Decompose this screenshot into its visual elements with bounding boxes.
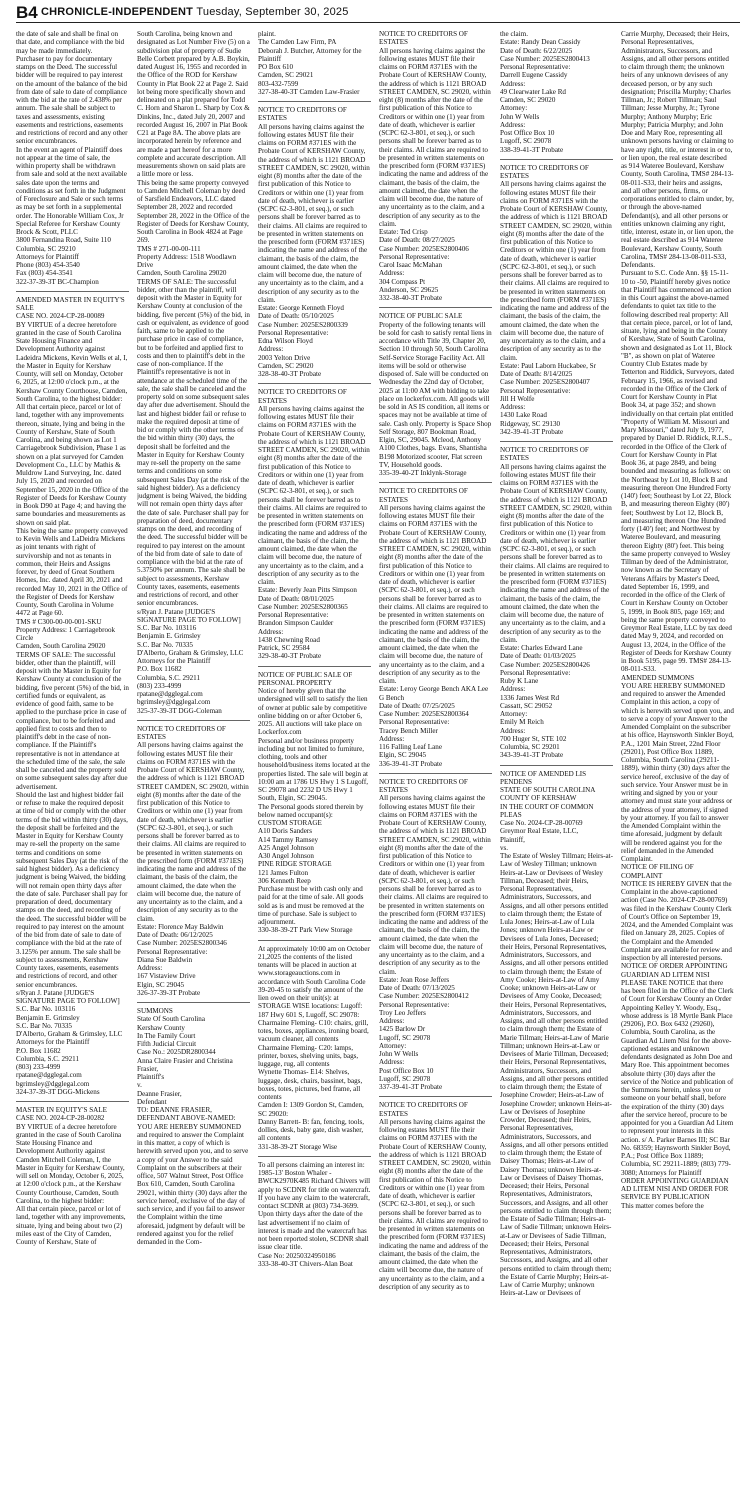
publication-name: CHRONICLE-INDEPENDENT [41,6,194,18]
notice-divider [500,765,613,766]
notice-divider [16,1101,129,1102]
notice-text: NOTICE OF PUBLIC SALE OF PERSONAL PROPERTY Notice of hereby given that the undersigned will sell to satisfy the lien of owner at public sale by competitive online bidding on or after October 6, 2025. All auctions will take place on Lockerfox.com Personal and/or business property including but not limited to furniture, clothing, tools and other household/business items located at the properties listed. The sale will begin at 10:00 am at 1786 US Hwy 1 S Lugoff, SC 29078 and 2232 D US Hwy 1 South, Elgin, SC 29045. The Personal goods stored therein by below named occupant(s): CUSTOM STORAGE A10 Doris Sanders A14 Tammy Ramsey A25 Angel Johnson A30 Angel Johnson PINE RIDGE STORAGE 121 James Fulton 306 Kenneth Reep Purchase must be with cash only and paid for at the time of sale. All goods sold as is and must be removed at the time of purchase. Sale is subject to adjournment. 330-38-39-2T Park View Storage [258,670,370,935]
notice-divider [500,441,613,442]
notice-text: South Carolina, being known and designated as Lot Number Five (5) on a subdivision plat of property of Sudie Belle Corbett prepared by A.B. Boykin, dated August 16, 1955 and recorded in the Office of the ROD for Kershaw County in Plat Book 22 at Page 2. Said lot being more specifically shown and delineated on a plat prepared for Todd C. Horn and Sharon L. Sharp by Cox & Dinkins, Inc., dated July 20, 2007 and recorded August 16, 2007 in Plat Book C21 at Page 8A. The above plats are incorporated herein by reference and are made a part hereof for a more complete and accurate description. All measurements shown on said plats are a little more or less. This being the same property conveyed to Camden Mitchell Coleman by deed of Sarsfield Endeavors, LLC dated September 28, 2022 and recorded September 28, 2022 in the Office of the Register of Deeds for Kershaw County, South Carolina in Book 4824 at Page 269. TMS # 271-00-00-111 Property Address: 1518 Woodlawn Drive Camden, South Carolina 29020 TERMS OF SALE: The successful bidder, other than the plaintiff, will deposit with the Master in Equity for Kershaw County at conclusion of the bidding, five percent (5%) of the bid, in cash or equivalent, as evidence of good faith, same to be applied to the purchase price in case of compliance, but to be forfeited and applied first to costs and then to plaintiff's debt in the case of non-compliance. If the Plaintiff's representative is not in attendance at the scheduled time of the sale, the sale shall be canceled and the property sold on some subsequent sales day after due advertisement. Should the last and highest bidder fail or refuse to make the required deposit at time of bid or comply with the other terms of the bid within thirty (30) days, the deposit shall be forfeited and the Master in Equity for Kershaw County may re-sell the property on the same terms and conditions on some subsequent Sales Day (at the risk of the said highest bidder). As a deficiency judgment is being Waived, the bidding will not remain open thirty days after the date of sale. Purchaser shall pay for preparation of deed, documentary stamps on the deed, and recording of the deed. The successful bidder will be required to pay interest on the amount of the bid from date of sale to date of compliance with the bid at the rate of 5.3750% per annum. The sale shall be subject to assessments, Kershaw County taxes, easements, easements and restrictions of record, and other senior encumbrances. s/Ryan J. Patane [JUDGE'S SIGNATURE PAGE TO FOLLOW] S.C. Bar No. 103116 Benjamin E. Grimsley S.C. Bar No. 70335 D'Alberto, Graham & Grimsley, LLC Attorneys for the Plaintiff P.O. Box 11682 Columbia, S.C. 29211 (803) 233-4999 rpatane@dgglegal.com bgrimsley@dgglegal.com 325-37-39-3T DGG-Coleman [137,30,250,715]
legal-notice [379,30,492,302]
notice-text: NOTICE OF PUBLIC SALE Property of the following tenants will be sold for cash to satisfy rental liens in accordance with Title 39, Chapter 20, Section 10 through 50, South Carolina Self-Service Storage Facility Act. All items will be sold or otherwise disposed of. Sale will be conducted on Wednesday the 22nd day of October, 2025 at 11:00 AM with bidding to take place on lockerfox.com. All goods will be sold in AS IS condition, all items or spaces may not be available at time of sale. Cash only. Property is Space Shop Self Storage, 807 Bookman Road, Elgin, SC, 29045. Mcleod, Anthony A100 Clothes, bags. Evans, Shantisha B198 Motorized scooter, Flat screen TV, Household goods. 335-39-40-2T Inklynk-Storage [379,312,492,477]
legal-notice [258,388,371,660]
notice-divider [137,720,250,721]
notice-divider [137,1002,250,1003]
legal-notice [379,487,492,768]
legal-notice [379,778,492,1092]
legal-notice [500,30,613,154]
notice-divider [379,482,492,483]
notice-text: the date of sale and shall be final on that date, and compliance with the bid may be made immediately. Purchaser to pay for documentary stamps on the Deed. The successful bidder will be required to pay interest on the amount of the balance of the bid from date of sale to date of compliance with the bid at the rate of 2.438% per annum. The sale shall be subject to taxes and assessments, existing easements and restrictions, easements and restrictions of record and any other senior encumbrances. In the event an agent of Plaintiff does not appear at the time of sale, the within property shall be withdrawn from sale and sold at the next available sales date upon the terms and conditions as set forth in the Judgment of Foreclosure and Sale or such terms as may be set forth in a supplemental order. The Honorable William Cox, Jr Special Referee for Kershaw County Brock & Scott, PLLC 3800 Fernandina Road, Suite 110 Columbia, SC 29210 Attorneys for Plaintiff Phone (803) 454-3540 Fax (803) 454-3541 322-37-39-3T BC-Champion [16,30,128,286]
notice-text: plaint. The Camden Law Firm, PA Deborah J. Butcher, Attorney for the Plaintiff PO Box 610 Camden, SC 29021 803-432-7599 327-38-40-3T Camden Law-Frasier [258,30,362,96]
legal-notice [137,725,250,997]
legal-notices-columns [16,30,740,1506]
notice-text: NOTICE TO CREDITORS OF ESTATES All persons having claims against the following estates MUST file their claims on FORM #371ES with the Probate Court of KERSHAW County, the address of which is 1121 BROAD STREET CAMDEN, SC 29020, within eight (8) months after the date of the first publication of this Notice to Creditors or within one (1) year from date of death, whichever is earlier (SCPC 62-3-801, et seq.), or such persons shall be forever barred as to their claims. All claims are required to be presented in written statements on the prescribed form (FORM #371ES) indicating the name and address of the claimant, the basis of the claim, the amount claimed, the date when the claim will become due, the nature of any uncertainty as to the claim, and a description of any security as to the claim. Estate: Beverly Jean Pitts Simpson Date of Death: 08/01/2025 Case Number: 2025ES2800365 Personal Representative: Brandon Simpson Caulder Address: 1438 Chewning Road Patrick, SC 29584 329-38-40-3T Probate [258,388,370,661]
notice-text: NOTICE TO CREDITORS OF ESTATES All persons having claims against the following estates MUST file their claims on FORM #371ES with the Probate Court of KERSHAW County, the address of which is 1121 BROAD STREET CAMDEN, SC 29020, within eight (8) months after the date of the first publication of this Notice to Creditors or within one (1) year from date of death, whichever is earlier (SCPC 62-3-801, et seq.), or such persons shall be forever barred as to their claims. All claims are required to be presented in written statements on the prescribed form (FORM #371ES) indicating the name and address of the claimant, the basis of the claim, the amount claimed, the date when the claim will become due, the nature of any uncertainty as to the claim, and a description of any security as to [379,1101,491,1291]
notice-text: SUMMONS State Of South Carolina Kershaw County In The Family Court Fifth Judicial Circuit Case No.: 2025DR2800344 Anna Claire Frasier and Christina Frasier, Plaintiff's v. Deanne Frasier, Defendant TO: DEANNE FRASIER, DEFENDANT ABOVE-NAMED: YOU ARE HEREBY SUMMONED and required to answer the Complaint in this matter, a copy of which is herewith served upon you, and to serve a copy of your Answer to the said Complaint on the subscribers at their office, 507 Walnut Street, Post Office Box 610, Camden, South Carolina 29021, within thirty (30) days after the service hereof, exclusive of the day of such service, and if you fail to answer the Complaint within the time aforesaid, judgment by default will be rendered against you for the relief demanded in the Com- [137,1007,249,1246]
header-rule [16,22,740,23]
legal-notice [16,30,129,286]
page-header [0,0,756,22]
issue-date: Tuesday, September 30, 2025 [196,6,349,18]
legal-notice [16,1106,129,1246]
legal-notice [258,945,371,1151]
notice-text: AMENDED MASTER IN EQUITY'S SALE CASE NO. 2024-CP-28-00089 BY VIRTUE of a decree heretofore granted in the case of South Carolina State Housing Finance and Development Authority against Ladeidra Mickens, Kevin Wells et al, I, the Master in Equity for Kershaw County, will sell on Monday, October 6, 2025, at 12:00 o'clock p.m., at the Kershaw County Courthouse, Camden, South Carolina, to the highest bidder: All that certain piece, parcel or lot of land, together with any improvements thereon, situate, lying and being in the County of Kershaw, State of South Carolina, and being shown as Lot 1 Carriagebrook Subdivision, Phase 1 as shown on a plat surveyed for Camden Development Co., LLC by Mathis & Muldrow Land Surveying, Inc. dated July 15, 2020 and recorded on September 15, 2020 in the Office of the Register of Deeds for Kershaw County in Book D90 at Page 4; and having the same boundaries and measurements as shown on said plat. This being the same property conveyed to Kevin Wells and LaDeidra Mickens as joint tenants with right of survivorship and not as tenants in common, their Heirs and Assigns forever, by deed of Great Southern Homes, Inc. dated April 30, 2021 and recorded May 10, 2021 in the Office of the Register of Deeds for Kershaw County, South Carolina in Volume 4472 at Page 60. TMS # C300-00-00-001-SKU Property Address: 1 Carriagebrook Circle Camden, South Carolina 29020 TERMS OF SALE: The successful bidder, other than the plaintiff, will deposit with the Master in Equity for Kershaw County at conclusion of the bidding, five percent (5%) of the bid, in certified funds or equivalent, as evidence of good faith, same to be applied to the purchase price in case of compliance, but to be forfeited and applied first to costs and then to plaintiff's debt in the case of non-compliance. If the Plaintiff's representative is not in attendance at the scheduled time of the sale, the sale shall be canceled and the property sold on some subsequent sales day after due advertisement. Should the last and highest bidder fail or refuse to make the required deposit at time of bid or comply with the other terms of the bid within thirty (30) days, the deposit shall be forfeited and the Master in Equity for Kershaw County may re-sell the property on the same terms and conditions on some subsequent Sales Day (at the risk of the said highest bidder). As a deficiency judgment is being Waived, the bidding will not remain open thirty days after the date of sale. Purchaser shall pay for preparation of deed, documentary stamps on the deed, and recording of the deed. The successful bidder will be required to pay interest on the amount of the bid from date of sale to date of compliance with the bid at the rate of 3.125% per annum. The sale shall be subject to assessments, Kershaw County taxes, easements, easements and restrictions of record, and other senior encumbrances. s/Ryan J. Patane [JUDGE'S SIGNATURE PAGE TO FOLLOW] S.C. Bar No. 103116 Benjamin E. Grimsley S.C. Bar No. 70335 D'Alberto, Graham & Grimsley, LLC Attorneys for the Plaintiff P.O. Box 11682 Columbia, S.C. 29211 (803) 233-4999 rpatane@dgglegal.com bgrimsley@dgglegal.com 324-37-39-3T DGG-Mickens [16,295,129,1096]
notice-divider [379,307,492,308]
notice-divider [379,1096,492,1097]
notice-text: NOTICE TO CREDITORS OF ESTATES All persons having claims against the following estates MUST file their claims on FORM #371ES with the Probate Court of KERSHAW County, the address of which is 1121 BROAD STREET CAMDEN, SC 29020, within eight (8) months after the date of the first publication of this Notice to Creditors or within one (1) year from date of death, whichever is earlier (SCPC 62-3-801, et seq.), or such persons shall be forever barred as to their claims. All claims are required to be presented in written statements on the prescribed form (FORM #371ES) indicating the name and address of the claimant, the basis of the claim, the amount claimed, the date when the claim will become due, the nature of any uncertainty as to the claim, and a description of any security as to the claim. Estate: Leroy George Bench AKA Lee G Bench Date of Death: 07/25/2025 Case Number: 2025ES2800364 Personal Representative: Tracey Bench Miller Address: 116 Falling Leaf Lane Elgin, SC 29045 336-39-41-3T Probate [379,487,491,768]
notice-text: NOTICE TO CREDITORS OF ESTATES All persons having claims against the following estates MUST file their claims on FORM #371ES with the Probate Court of KERSHAW County, the address of which is 1121 BROAD STREET CAMDEN, SC 29020, within eight (8) months after the date of the first publication of this Notice to Creditors or within one (1) year from date of death, whichever is earlier (SCPC 62-3-801, et seq.), or such persons shall be forever barred as to their claims. All claims are required to be presented in written statements on the prescribed form (FORM #371ES) indicating the name and address of the claimant, the basis of the claim, the amount claimed, the date when the claim will become due, the nature of any uncertainty as to the claim, and a description of any security as to the claim. Estate: Florence May Baldwin Date of Death: 06/12/2025 Case Number: 2025ES2800346 Personal Representative: Diana Sue Baldwin Address: 167 Vistaview Drive Elgin, SC 29045 326-37-39-3T Probate [137,724,249,997]
column-3 [258,30,371,1506]
notice-text: NOTICE TO CREDITORS OF ESTATES All persons having claims against the following estates MUST file their claims on FORM #371ES with the Probate Court of KERSHAW County, the address of which is 1121 BROAD STREET CAMDEN, SC 29020, within eight (8) months after the date of the first publication of this Notice to Creditors or within one (1) year from date of death, whichever is earlier (SCPC 62-3-801, et seq.), or such persons shall be forever barred as to their claims. All claims are required to be presented in written statements on the prescribed form (FORM #371ES) indicating the name and address of the claimant, the basis of the claim, the amount claimed, the date when the claim will become due, the nature of any uncertainty as to the claim, and a description of any security as to the claim. Estate: Charles Edward Lane Date of Death: 01/03/2025 Case Number: 2025ES2800426 Personal Representative: Ruby K Lane Address: 1336 James West Rd Cassatt, SC 29052 Attorney: Emily M Reich Address: 700 Huger St, STE 102 Columbia, SC 29201 343-39-41-3T Probate [500,446,612,760]
notice-divider [258,940,371,941]
column-5 [500,30,613,1506]
column-2 [137,30,250,1506]
notice-text: NOTICE OF AMENDED LIS PENDENS STATE OF SOUTH CAROLINA COUNTY OF KERSHAW IN THE COURT OF COMMON PLEAS Case No. 2024-CP-28-00769 Greymor Real Estate, LLC, Plaintiff, vs. The Estate of Wesley Tillman; Heirs-at-Law of Wesley Tillman; unknown Heirs-at-Law or Devisees of Wesley Tillman, Deceased; their Heirs, Personal Representatives, Administrators, Successors, and Assigns, and all other persons entitled to claim through them; the Estate of Lula Jones; Heirs-at-Law of Lula Jones; unknown Heirs-at-Law or Devisees of Lula Jones, Deceased; their Heirs, Personal Representatives, Administrators, Successors, and Assigns, and all other persons entitled to claim through them; the Estate of Amy Cooke; Heirs-at-Law of Amy Cooke; unknown Heirs-at-Law or Devisees of Amy Cooke, Deceased; their Heirs, Personal Representatives, Administrators, Successors, and Assigns, and all other persons entitled to claim through them; the Estate of Marie Tillman; Heirs-at-Law of Marie Tillman; unknown Heirs-at-Law or Devisees of Marie Tillman, Deceased; their Heirs, Personal Representatives, Administrators, Successors, and Assigns, and all other persons entitled to claim through them; the Estate of Josephine Crowder; Heirs-at-Law of Josephine Crowder; unknown Heirs-at-Law or Devisees of Josephine Crowder, Deceased; their Heirs, Personal Representatives, Administrators, Successors, and Assigns, and all other persons entitled to claim through them; the Estate of Daisey Thomas; Heirs-at-Law of Daisey Thomas; unknown Heirs-at-Law or Devisees of Daisey Thomas, Deceased; their Heirs, Personal Representatives, Administrators, Successors, and Assigns, and all other persons entitled to claim through them; the Estate of Sadie Tillman; Heirs-at-Law of Sadie Tillman; unknown Heirs-at-Law or Devisees of Sadie Tillman, Deceased; their Heirs, Personal Representatives, Administrators, Successors, and Assigns, and all other persons entitled to claim through them; the Estate of Carrie Murphy; Heirs-at-Law of Carrie Murphy; unknown Heirs-at-Law or Devisees of [500,769,613,1298]
notice-divider [500,159,613,160]
notice-text: NOTICE TO CREDITORS OF ESTATES All persons having claims against the following estates MUST file their claims on FORM #371ES with the Probate Court of KERSHAW County, the address of which is 1121 BROAD STREET CAMDEN, SC 29020, within eight (8) months after the date of the first publication of this Notice to Creditors or within one (1) year from date of death, whichever is earlier (SCPC 62-3-801, et seq.), or such persons shall be forever barred as to their claims. All claims are required to be presented in written statements on the prescribed form (FORM #371ES) indicating the name and address of the claimant, the basis of the claim, the amount claimed, the date when the claim will become due, the nature of any uncertainty as to the claim, and a description of any security as to the claim. Estate: Jean Rose Jeffers Date of Death: 07/13/2025 Case Number: 2025ES2800412 Personal Representative: Troy Leo Jeffers Address: 1425 Barlow Dr Lugoff, SC 29078 Attorney: John W Wells Address: Post Office Box 10 Lugoff, SC 29078 337-39-41-3T Probate [379,777,491,1091]
notice-divider [258,101,371,102]
legal-notice [379,312,492,477]
notice-text: NOTICE TO CREDITORS OF ESTATES All persons having claims against the following estates MUST file their claims on FORM #371ES with the Probate Court of KERSHAW County, the address of which is 1121 BROAD STREET CAMDEN, SC 29020, within eight (8) months after the date of the first publication of this Notice to Creditors or within one (1) year from date of death, whichever is earlier (SCPC 62-3-801, et seq.), or such persons shall be forever barred as to their claims. All claims are required to be presented in written statements on the prescribed form (FORM #371ES) indicating the name and address of the claimant, the basis of the claim, the amount claimed, the date when the claim will become due, the nature of any uncertainty as to the claim, and a description of any security as to the claim. Estate: George Kenneth Floyd Date of Death: 05/10/2025 Case Number: 2025ES2800339 Personal Representative: Edna Wilson Floyd Address: 2003 Yelton Drive Camden, SC 29020 328-38-40-3T Probate [258,106,370,378]
notice-divider [258,383,371,384]
notice-divider [16,291,129,292]
legal-notice [500,770,613,1298]
legal-notice [137,30,250,715]
notice-text: the claim. Estate: Randy Dean Cassidy Date of Death: 6/22/2025 Case Number: 2025ES2800413 Personal Representative: Darrell Eugene Cassidy Address: 49 Clearwater Lake Rd Camden, SC 29020 Attorney: John W Wells Address: Post Office Box 10 Lugoff, SC 29078 338-39-41-3T Probate [500,30,590,154]
legal-notice [621,30,734,1210]
notice-text: At approximately 10:00 am on October 21,2025 the contents of the listed tenants will be placed in auction at www.storageauctions.com in accordance with South Carolina Code 39-20-45 to satisfy the amount of the lien owed on their unit(s): at STORAGE WISE locations: Lugoff: 187 Hwy 601 S, Lugoff, SC 29078: Charmaine Fleming- C10: chairs, grill, totes, boxes, appliances, ironing board, vacuum cleaner, all contents Charmaine Fleming- C20: lamps, printer, boxes, shelving units, bags, luggage, rug, all contents Wynette Thomas- E14: Shelves, luggage, desk, chairs, bassinet, bags, boxes, totes, pictures, bed frame, all contents Camden I: 1309 Gordon St, Camden, SC 29020: Danny Barrett- B: fan, fencing, tools, dollies, desk, baby gate, dish washer, all contents 331-38-39-2T Storage Wise [258,944,370,1151]
column-4 [379,30,492,1506]
legal-notice [258,671,371,935]
notice-text: Carrie Murphy, Deceased; their Heirs, Personal Representatives, Administrators, Successors, and Assigns, and all other persons entitled to claim through them; the unknown heirs of any unknown devisees of any deceased person, or by any such designation; Priscilla Murphy; Charles Tillman, Jr.; Robert Tillman; Saul Tillman; Jesse Murphy, Jr.; Tyrone Murphy; Anthony Murphy; Eric Murphy; Patricia Murphy; and John Doe and Mary Roe, representing all unknown persons having or claiming to have any right, title, or interest in or to, or lien upon, the real estate described as 914 Wateree Boulevard, Kershaw County, South Carolina, TMS# 284-13-08-011-S33, their heirs and assigns, and all other persons, firms, or corporations entitled to claim under, by, or through the above-named Defendant(s), and all other persons or entities unknown claiming any right, title, interest, estate in, or lien upon, the real estate described as 914 Wateree Boulevard, Kershaw County, South Carolina, TMS# 284-13-08-011-S33, Defendants. Pursuant to S.C. Code Ann. §§ 15-11-10 to -50, Plaintiff hereby gives notice that Plaintiff has commenced an action in this Court against the above-named defendants to quiet tax title to the following described real property: All that certain piece, parcel, or lot of land, situate, lying and being in the County of Kershaw, State of South Carolina, shown and designated as Lot 11, Block "B", as shown on plat of Wateree Country Club Estates made by Tetterton and Riddick, Surveyors, dated February 15, 1966, as revised and recorded in the Office of the Clerk of Court for Kershaw County in Plat Book 34, at page 352; and shown individually on that certain plat entitled "Property of William M. Missouri and Mary Missouri," dated July 9, 1977, prepared by Daniel D. Riddick, R.L.S., recorded in the Office of the Clerk of Court for Kershaw County in Plat Book 36, at page 2849, and being bounded and measuring as follows: on the Northeast by Lot 10, Block B and measuring thereon One Hundred Forty (140') feet; Southeast by Lot 22, Block B, and measuring thereon Eighty (80') feet; Southwest by Lot 12, Block B, and measuring thereon One Hundred forty (140') feet; and Northwest by Wateree Boulevard, and measuring thereon Eighty (80') feet. This being the same property conveyed to Wesley Tillman by deed of the Administrator, now known as the Secretary of Veterans Affairs by Master's Deed, dated September 16, 1999, and recorded in the office of the Clerk of Court in Kershaw County on October 5, 1999, in Book 805, page 169; and being the same property conveyed to Greymor Real Estate, LLC by tax deed dated May 9, 2024, and recorded on August 13, 2024, in the Office of the Register of Deeds for Kershaw County in Book 5195, page 99. TMS# 284-13-08-011-S33. AMENDED SUMMONS YOU ARE HEREBY SUMMONED and required to answer the Amended Complaint in this action, a copy of which is herewith served upon you, and to serve a copy of your Answer to the Amended Complaint on the subscriber at his office, Haynsworth Sinkler Boyd, P.A., 1201 Main Street, 22nd Floor (29201), Post Office Box 11889, Columbia, South Carolina (29211-1889), within thirty (30) days after the service hereof, exclusive of the day of such service. Your Answer must be in writing and signed by you or your attorney and must state your address or the address of your attorney, if signed by your attorney. If you fail to answer the Amended Complaint within the time aforesaid, judgment by default will be rendered against you for the relief demanded in the Amended Complaint. NOTICE OF FILING OF COMPLAINT NOTICE IS HEREBY GIVEN that the Complaint in the above-captioned action (Case No. 2024-CP-28-00769) was filed in the Kershaw County Clerk of Court's Office on September 19, 2024, and the Amended Complaint was filed on January 28, 2025. Copies of the Complaint and the Amended Complaint are available for review and inspection by all interested persons. NOTICE OF ORDER APPOINTING GUARDIAN AD LITEM NISI PLEASE TAKE NOTICE that there has been filed in the Office of the Clerk of Court for Kershaw County an Order Appointing Kelley Y. Woody, Esq., whose address is 18 Myrtle Bank Place (29206), P.O. Box 6432 (29260), Columbia, South Carolina, as the Guardian Ad Litem Nisi for the above-captioned estates and unknown defendants designated as John Doe and Mary Roe. This appointment becomes absolute thirty (30) days after the service of the Notice and publication of the Summons herein, unless you or someone on your behalf shall, before the expiration of the thirty (30) days after the service hereof, procure to be appointed for you a Guardian Ad Litem to represent your interests in this action. s/ A. Parker Barnes III; SC Bar No. 68359; Haynsworth Sinkler Boyd, P.A.; Post Office Box 11889; Columbia, SC 29211-1889; (803) 779-3080; Attorneys for Plaintiff ORDER APPOINTING GUARDIAN AD LITEM NISI AND ORDER FOR SERVICE BY PUBLICATION This matter comes before the [621,30,734,1210]
legal-notice [500,164,613,436]
legal-notice [379,1101,492,1291]
notice-divider [258,1156,371,1157]
legal-notice [258,106,371,378]
notice-text: To all persons claiming an interest in: 1985-13' Boston Whaler - BWCK2970K485 Richard Chivers will apply to SCDNR for title on watercraft. If you have any claim to the watercraft, contact SCDNR at (803) 734-3699. Upon thirty days after the date of the last advertisement if no claim of interest is made and the watercraft has not been reported stolen, SCDNR shall issue clear title. Case No: 20250324950186 333-38-40-3T Chivers-Alan Boat [258,1160,371,1268]
column-6 [621,30,734,1506]
page-number: B4 [16,3,38,22]
legal-notice [16,296,129,1096]
legal-notice [500,446,613,760]
legal-notice [137,1007,250,1246]
notice-divider [379,773,492,774]
notice-text: NOTICE TO CREDITORS OF ESTATES All persons having claims against the following estates MUST file their claims on FORM #371ES with the Probate Court of KERSHAW County, the address of which is 1121 BROAD STREET CAMDEN, SC 29020, within eight (8) months after the date of the first publication of this Notice to Creditors or within one (1) year from date of death, whichever is earlier (SCPC 62-3-801, et seq.), or such persons shall be forever barred as to their claims. All claims are required to be presented in written statements on the prescribed form (FORM #371ES) indicating the name and address of the claimant, the basis of the claim, the amount claimed, the date when the claim will become due, the nature of any uncertainty as to the claim, and a description of any security as to the claim. Estate: Ted Crisp Date of Death: 08/27/2025 Case Number: 2025ES2800406 Personal Representative: Carol Isaac McMahan Address: 304 Compass Pt Anderson, SC 29625 332-38-40-3T Probate [379,30,491,302]
notice-divider [258,666,371,667]
legal-notice [258,1161,371,1268]
masthead [41,6,349,18]
notice-text: MASTER IN EQUITY'S SALE CASE NO. 2024-CP-28-00282 BY VIRTUE of a decree heretofore granted in the case of South Carolina State Housing Finance and Development Authority against Camden Mitchell Coleman, I, the Master in Equity for Kershaw County, will sell on Monday, October 6, 2025, at 12:00 o'clock p.m., at the Kershaw County Courthouse, Camden, South Carolina, to the highest bidder: All that certain piece, parcel or lot of land, together with any improvements, situate, lying and being about two (2) miles east of the City of Camden, County of Kershaw, State of [16,1106,126,1246]
legal-notice [258,30,371,96]
notice-text: NOTICE TO CREDITORS OF ESTATES All persons having claims against the following estates MUST file their claims on FORM #371ES with the Probate Court of KERSHAW County, the address of which is 1121 BROAD STREET CAMDEN, SC 29020, within eight (8) months after the date of the first publication of this Notice to Creditors or within one (1) year from date of death, whichever is earlier (SCPC 62-3-801, et seq.), or such persons shall be forever barred as to their claims. All claims are required to be presented in written statements on the prescribed form (FORM #371ES) indicating the name and address of the claimant, the basis of the claim, the amount claimed, the date when the claim will become due, the nature of any uncertainty as to the claim, and a description of any security as to the claim. Estate: Paul Laborn Huckabee, Sr Date of Death: 8/14/2025 Case Number: 2025ES2800407 Personal Representative: Jill H Wolfe Address: 1430 Lake Road Ridgeway, SC 29130 342-39-41-3T Probate [500,163,612,436]
column-1 [16,30,129,1506]
